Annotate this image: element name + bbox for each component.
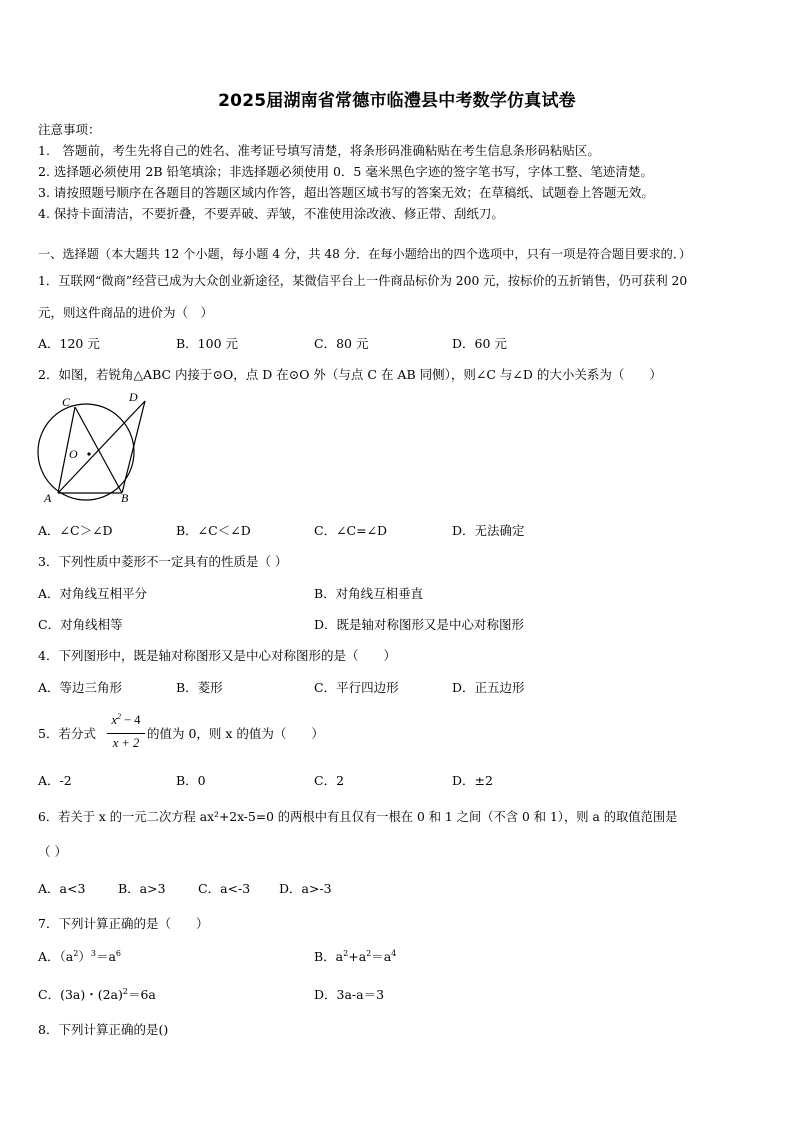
- question-8-text: 8．下列计算正确的是(): [38, 1022, 169, 1037]
- section-heading: 一、选择题（本大题共 12 个小题，每小题 4 分，共 48 分．在每小题给出的四个选项中，只有一项是符合题目要求的．）: [38, 247, 692, 261]
- question-1-line-2: 元，则这件商品的进价为（ ）: [38, 305, 214, 320]
- label-o: O: [69, 447, 78, 461]
- circle-diagram: [36, 388, 151, 510]
- q7-option-a[interactable]: A．$(a^2)^3=a^6$: [38, 948, 121, 964]
- question-6-line-2: （ ）: [38, 844, 67, 859]
- q6-option-a[interactable]: A．a<3: [38, 881, 86, 896]
- question-6-line-1: 6．若关于 x 的一元二次方程 ax²+2x-5=0 的两根中有且仅有一根在 0 和 1 之间（不含 0 和 1），则 a 的取值范围是: [38, 810, 678, 824]
- question-7-text: 7．下列计算正确的是（ ）: [38, 916, 209, 931]
- circle-o: [38, 404, 134, 500]
- q1-option-d[interactable]: D．60 元: [452, 336, 507, 351]
- segment-db: [122, 401, 145, 493]
- q2-option-c[interactable]: C．∠C=∠D: [314, 523, 388, 538]
- label-b: B: [121, 491, 129, 505]
- page-title: 2025届湖南省常德市临澧县中考数学仿真试卷: [218, 91, 576, 111]
- q5-option-c[interactable]: C．2: [314, 773, 345, 788]
- q2-option-d[interactable]: D．无法确定: [452, 523, 525, 538]
- question-1-line-1: 1．互联网“微商”经营已成为大众创业新途径，某微信平台上一件商品标价为 200 元，按标价的五折销售，仍可获利 20: [38, 274, 688, 288]
- question-3-text: 3．下列性质中菱形不一定具有的性质是（ ）: [38, 554, 288, 569]
- q4-option-d[interactable]: D．正五边形: [452, 680, 525, 695]
- label-c: C: [62, 395, 71, 409]
- label-a: A: [44, 491, 52, 505]
- center-point-o: [87, 452, 90, 455]
- q7-option-d[interactable]: D．3a-a＝3: [314, 987, 385, 1002]
- notice-item-1: 1. 答题前，考生先将自己的姓名、准考证号填写清楚，将条形码准确粘贴在考生信息条形码粘贴区。: [38, 143, 600, 158]
- notice-item-2: 2. 选择题必须使用 2B 铅笔填涂；非选择题必须使用 0．5 毫米黑色字迹的签字笔书写，字体工整、笔迹清楚。: [38, 164, 653, 179]
- q2-option-a[interactable]: A．∠C＞∠D: [38, 523, 113, 538]
- q5-option-a[interactable]: A．-2: [38, 773, 72, 788]
- question-5-prefix: 5．若分式: [38, 726, 96, 741]
- q1-option-c[interactable]: C．80 元: [314, 336, 369, 351]
- notice-heading: 注意事项：: [38, 122, 101, 137]
- q6-option-b[interactable]: B．a>3: [118, 881, 166, 896]
- question-5-suffix: 的值为 0，则 x 的值为（ ）: [147, 726, 324, 741]
- fraction-bar: [107, 733, 145, 734]
- q1-option-b[interactable]: B．100 元: [176, 336, 239, 351]
- q6-option-d[interactable]: D．a>-3: [279, 881, 332, 896]
- q3-option-b[interactable]: B．对角线互相垂直: [314, 586, 424, 601]
- q3-option-c[interactable]: C．对角线相等: [38, 617, 123, 632]
- q5-option-d[interactable]: D．±2: [452, 773, 493, 788]
- question-4-text: 4．下列图形中，既是轴对称图形又是中心对称图形的是（ ）: [38, 648, 396, 663]
- q1-option-a[interactable]: A．120 元: [38, 336, 100, 351]
- notice-item-4: 4. 保持卡面清洁，不要折叠，不要弄破、弄皱，不准使用涂改液、修正带、刮纸刀。: [38, 206, 504, 221]
- q3-option-a[interactable]: A．对角线互相平分: [38, 586, 148, 601]
- q6-option-c[interactable]: C．a<-3: [198, 881, 251, 896]
- q4-option-a[interactable]: A．等边三角形: [38, 680, 123, 695]
- q7-option-c[interactable]: C．(3a)・$(2a)^2=6a$: [38, 986, 156, 1002]
- notice-item-3: 3. 请按照题号顺序在各题目的答题区域内作答，超出答题区域书写的答案无效；在草稿纸、试题卷上答题无效。: [38, 185, 654, 200]
- fraction-numerator: $x^2 - 4$: [111, 712, 141, 728]
- q4-option-b[interactable]: B．菱形: [176, 680, 223, 695]
- q7-option-b[interactable]: B．$a^2+a^2=a^4$: [314, 948, 397, 964]
- fraction-expression: [105, 712, 147, 754]
- circle-figure: [36, 388, 151, 510]
- label-d: D: [129, 390, 138, 404]
- q2-option-b[interactable]: B．∠C＜∠D: [176, 523, 251, 538]
- q5-option-b[interactable]: B．0: [176, 773, 206, 788]
- q3-option-d[interactable]: D．既是轴对称图形又是中心对称图形: [314, 617, 525, 632]
- fraction-denominator: x + 2: [112, 736, 140, 750]
- question-2-text: 2．如图，若锐角△ABC 内接于⊙O，点 D 在⊙O 外（与点 C 在 AB 同侧），则∠C 与∠D 的大小关系为（ ）: [38, 367, 662, 382]
- q4-option-c[interactable]: C．平行四边形: [314, 680, 399, 695]
